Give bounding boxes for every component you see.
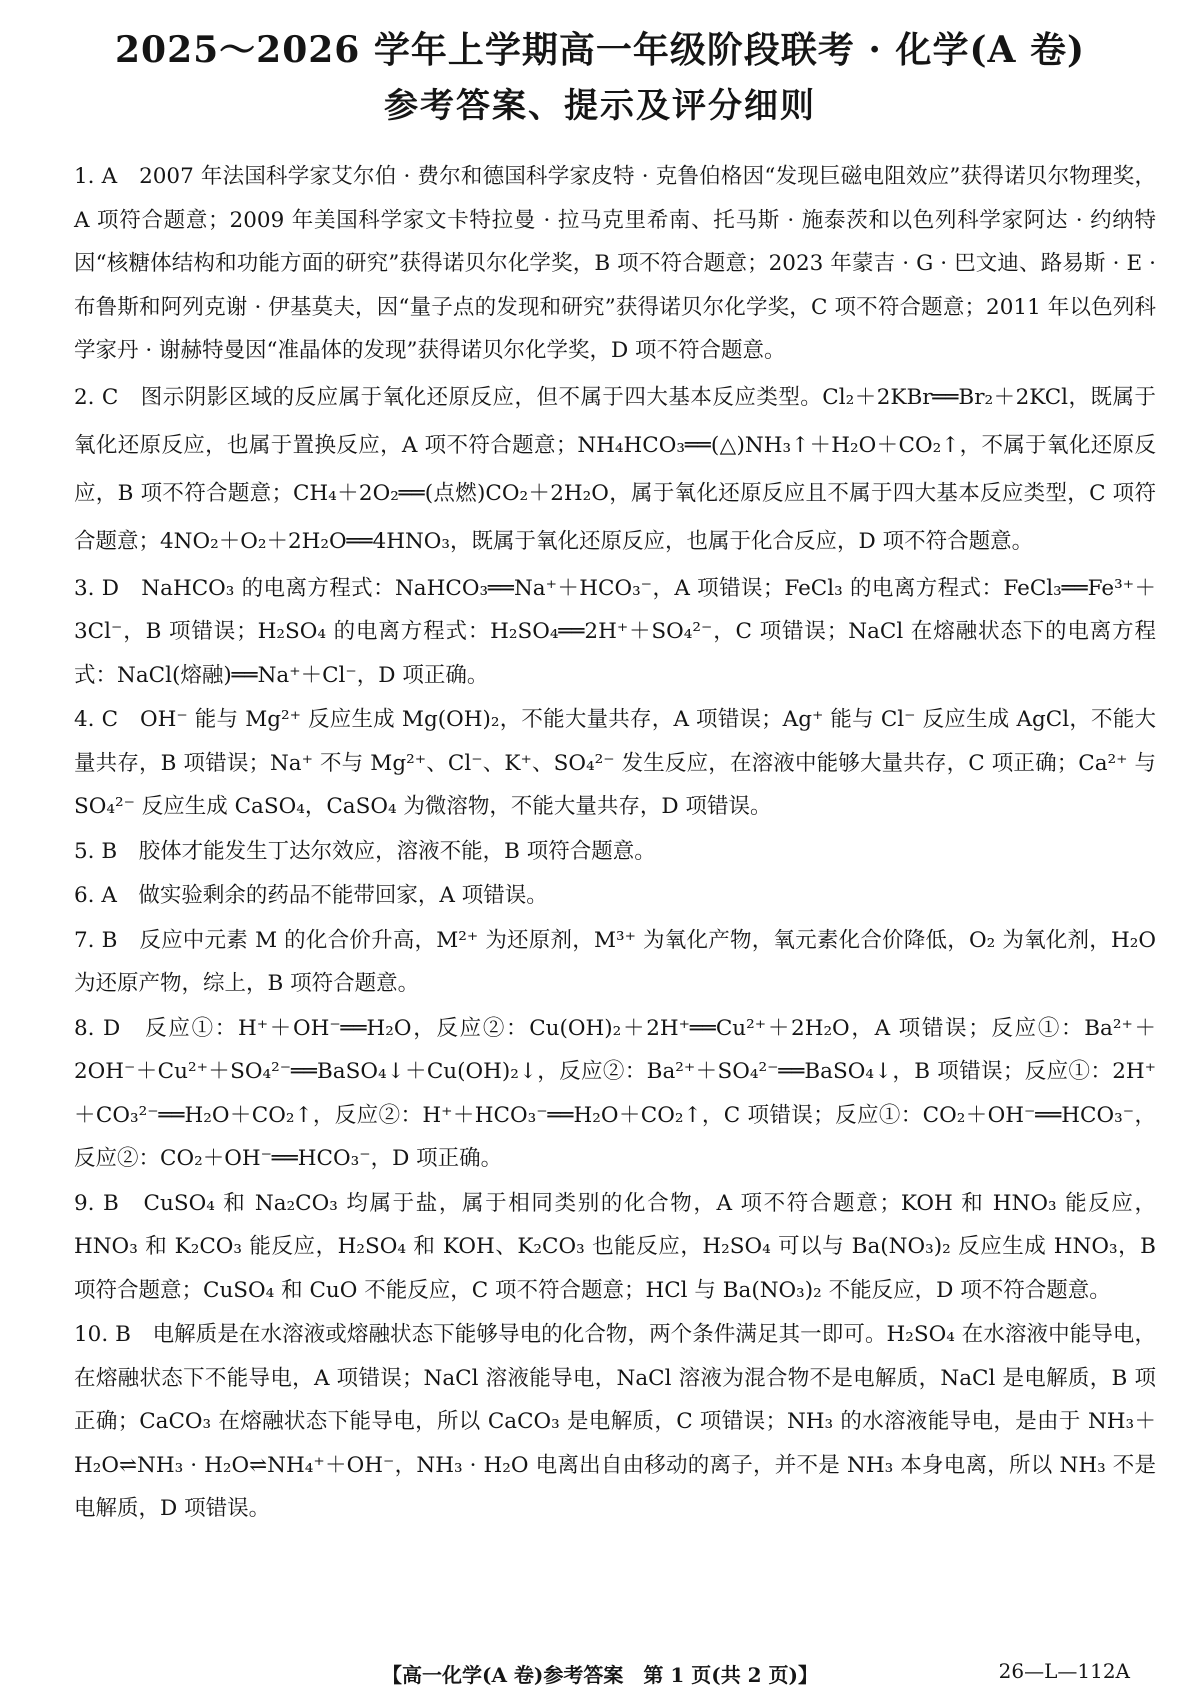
page-footer xyxy=(0,1655,1200,1695)
answer-item-9: 9. B CuSO₄ 和 Na₂CO₃ 均属于盐，属于相同类别的化合物，A 项不符合题意；KOH 和 HNO₃ 能反应，HNO₃ 和 K₂CO₃ 能反应，H₂SO₄ 和 KOH、K₂CO₃ 也能反应，H₂SO₄ 可以与 Ba(NO₃)₂ 反应生成 HNO₃，B 项符合题意；CuSO₄ 和 CuO 不能反应，C 项不符合题意；HCl 与 Ba(NO₃)₂ 不能反应，D 项不符合题意。 xyxy=(74,1190,1156,1303)
answer-item-10: 10. B 电解质是在水溶液或熔融状态下能够导电的化合物，两个条件满足其一即可。H₂SO₄ 在水溶液中能导电，在熔融状态下不能导电，A 项错误；NaCl 溶液能导电，NaCl 溶液为混合物不是电解质，NaCl 是电解质，B 项正确；CaCO₃ 在熔融状态下能导电，所以 CaCO₃ 是电解质，C 项错误；NH₃ 的水溶液能导电，是由于 NH₃＋H₂O⇌NH₃ · H₂O⇌NH₄⁺＋OH⁻，NH₃ · H₂O 电离出自由移动的离子，并不是 NH₃ 本身电离，所以 NH₃ 不是电解质，D 项错误。 xyxy=(74,1322,1156,1521)
answer-item-6: 6. A 做实验剩余的药品不能带回家，A 项错误。 xyxy=(74,883,548,908)
footer-doc-code: 26—L—112A xyxy=(998,1659,1130,1683)
footer-page-info: 【高一化学(A 卷)参考答案 第 1 页(共 2 页)】 xyxy=(381,1663,818,1687)
answer-item-4: 4. C OH⁻ 能与 Mg²⁺ 反应生成 Mg(OH)₂，不能大量共存，A 项错误；Ag⁺ 能与 Cl⁻ 反应生成 AgCl，不能大量共存，B 项错误；Na⁺ 不与 Mg²⁺、Cl⁻、K⁺、SO₄²⁻ 发生反应，在溶液中能够大量共存，C 项正确；Ca²⁺ 与 SO₄²⁻ 反应生成 CaSO₄，CaSO₄ 为微溶物，不能大量共存，D 项错误。 xyxy=(74,707,1156,819)
answer-item-8: 8. D 反应①：H⁺＋OH⁻══H₂O，反应②：Cu(OH)₂＋2H⁺══Cu²⁺＋2H₂O，A 项错误；反应①：Ba²⁺＋2OH⁻＋Cu²⁺＋SO₄²⁻══BaSO₄↓＋Cu(OH)₂↓，反应②：Ba²⁺＋SO₄²⁻══BaSO₄↓，B 项错误；反应①：2H⁺＋CO₃²⁻══H₂O＋CO₂↑，反应②：H⁺＋HCO₃⁻══H₂O＋CO₂↑，C 项错误；反应①：CO₂＋OH⁻══HCO₃⁻，反应②：CO₂＋OH⁻══HCO₃⁻，D 项正确。 xyxy=(74,1015,1156,1171)
answer-item-1: 1. A 2007 年法国科学家艾尔伯 · 费尔和德国科学家皮特 · 克鲁伯格因“发现巨磁电阻效应”获得诺贝尔物理奖，A 项符合题意；2009 年美国科学家文卡特拉曼 · 拉马克里希南、托马斯 · 施泰茨和以色列科学家阿达 · 约纳特因“核糖体结构和功能方面的研究”获得诺贝尔化学奖，B 项不符合题意；2023 年蒙吉 · G · 巴文迪、路易斯 · E · 布鲁斯和阿列克谢 · 伊基莫夫，因“量子点的发现和研究”获得诺贝尔化学奖，C 项不符合题意；2011 年以色列科学家丹 · 谢赫特曼因“准晶体的发现”获得诺贝尔化学奖，D 项不符合题意。 xyxy=(74,164,1156,363)
page-title: 2025～2026 学年上学期高一年级阶段联考 · 化学(A 卷) xyxy=(114,29,1086,71)
answer-item-3: 3. D NaHCO₃ 的电离方程式：NaHCO₃══Na⁺＋HCO₃⁻，A 项错误；FeCl₃ 的电离方程式：FeCl₃══Fe³⁺＋3Cl⁻，B 项错误；H₂SO₄ 的电离方程式：H₂SO₄══2H⁺＋SO₄²⁻，C 项错误；NaCl 在熔融状态下的电离方程式：NaCl(熔融)══Na⁺＋Cl⁻，D 项正确。 xyxy=(74,575,1156,688)
answer-item-7: 7. B 反应中元素 M 的化合价升高，M²⁺ 为还原剂，M³⁺ 为氧化产物，氧元素化合价降低，O₂ 为氧化剂，H₂O 为还原产物，综上，B 项符合题意。 xyxy=(74,927,1156,996)
answer-list xyxy=(74,155,1156,1532)
answer-item-2: 2. C 图示阴影区域的反应属于氧化还原反应，但不属于四大基本反应类型。Cl₂＋2KBr══Br₂＋2KCl，既属于氧化还原反应，也属于置换反应，A 项不符合题意；NH₄HCO₃══(△)NH₃↑＋H₂O＋CO₂↑，不属于氧化还原反应，B 项不符合题意；CH₄＋2O₂══(点燃)CO₂＋2H₂O，属于氧化还原反应且不属于四大基本反应类型，C 项符合题意；4NO₂＋O₂＋2H₂O══4HNO₃，既属于氧化还原反应，也属于化合反应，D 项不符合题意。 xyxy=(74,384,1156,554)
page-subtitle: 参考答案、提示及评分细则 xyxy=(384,86,816,126)
answer-item-5: 5. B 胶体才能发生丁达尔效应，溶液不能，B 项符合题意。 xyxy=(74,838,656,864)
